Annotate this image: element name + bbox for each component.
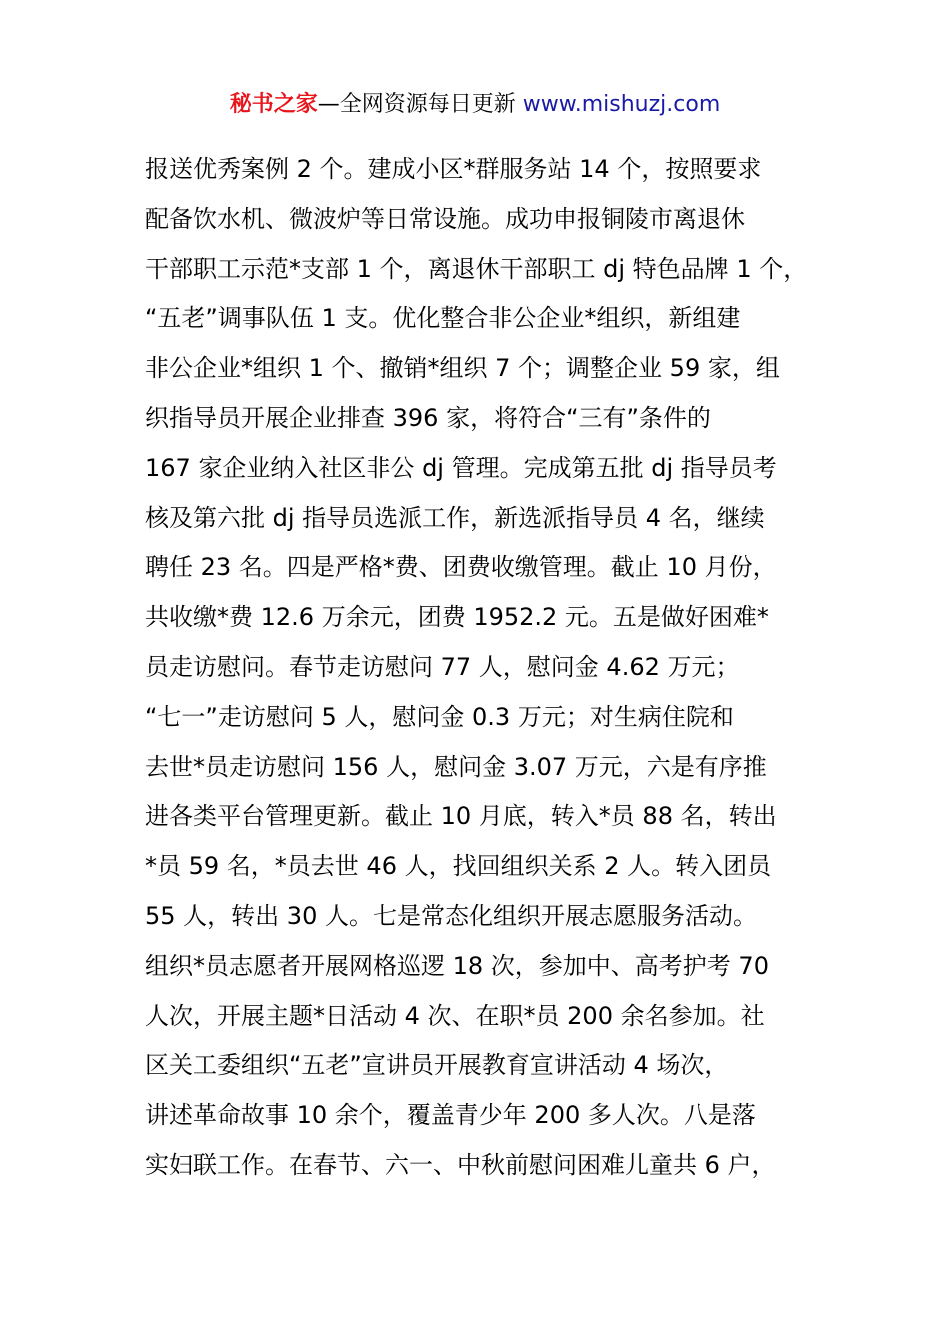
body-line: 报送优秀案例 2 个。建成小区*群服务站 14 个，按照要求	[145, 155, 762, 183]
body-line: “七一”走访慰问 5 人，慰问金 0.3 万元；对生病住院和	[145, 702, 734, 731]
body-line: 组织*员志愿者开展网格巡逻 18 次，参加中、高考护考 70	[145, 951, 769, 980]
body-line: 实妇联工作。在春节、六一、中秋前慰问困难儿童共 6 户，	[145, 1150, 776, 1179]
body-line: 进各类平台管理更新。截止 10 月底，转入*员 88 名，转出	[145, 802, 777, 831]
body-line: 核及第六批 dj 指导员选派工作，新选派指导员 4 名，继续	[145, 503, 765, 532]
body-line: 55 人，转出 30 人。七是常态化组织开展志愿服务活动。	[145, 901, 757, 930]
body-line: 共收缴*费 12.6 万余元，团费 1952.2 元。五是做好困难*	[145, 603, 769, 632]
site-tagline: —全网资源每日更新	[317, 92, 523, 117]
body-line: 非公企业*组织 1 个、撤销*组织 7 个；调整企业 59 家，组	[145, 354, 780, 383]
document-body	[145, 145, 825, 1191]
site-brand: 秘书之家	[229, 92, 318, 117]
body-line: 干部职工示范*支部 1 个，离退休干部职工 dj 特色品牌 1 个，	[145, 254, 808, 283]
page-header	[0, 88, 950, 122]
body-line: 聘任 23 名。四是严格*费、团费收缴管理。截止 10 月份，	[145, 553, 777, 582]
body-line: 去世*员走访慰问 156 人，慰问金 3.07 万元，六是有序推	[145, 752, 767, 781]
body-line: 讲述革命故事 10 余个，覆盖青少年 200 多人次。八是落	[145, 1101, 756, 1130]
body-line: 织指导员开展企业排查 396 家，将符合“三有”条件的	[145, 403, 711, 432]
body-line: 人次，开展主题*日活动 4 次、在职*员 200 余名参加。社	[145, 1001, 765, 1030]
body-line: 167 家企业纳入社区非公 dj 管理。完成第五批 dj 指导员考	[145, 453, 777, 482]
body-line: “五老”调事队伍 1 支。优化整合非公企业*组织，新组建	[145, 304, 741, 333]
body-line: 配备饮水机、微波炉等日常设施。成功申报铜陵市离退休	[145, 204, 745, 233]
body-line: 员走访慰问。春节走访慰问 77 人，慰问金 4.62 万元；	[145, 652, 740, 681]
body-line: 区关工委组织“五老”宣讲员开展教育宣讲活动 4 场次，	[145, 1051, 729, 1080]
site-url-link[interactable]: www.mishuzj.com	[522, 92, 721, 117]
body-line: *员 59 名，*员去世 46 人，找回组织关系 2 人。转入团员	[145, 852, 772, 881]
